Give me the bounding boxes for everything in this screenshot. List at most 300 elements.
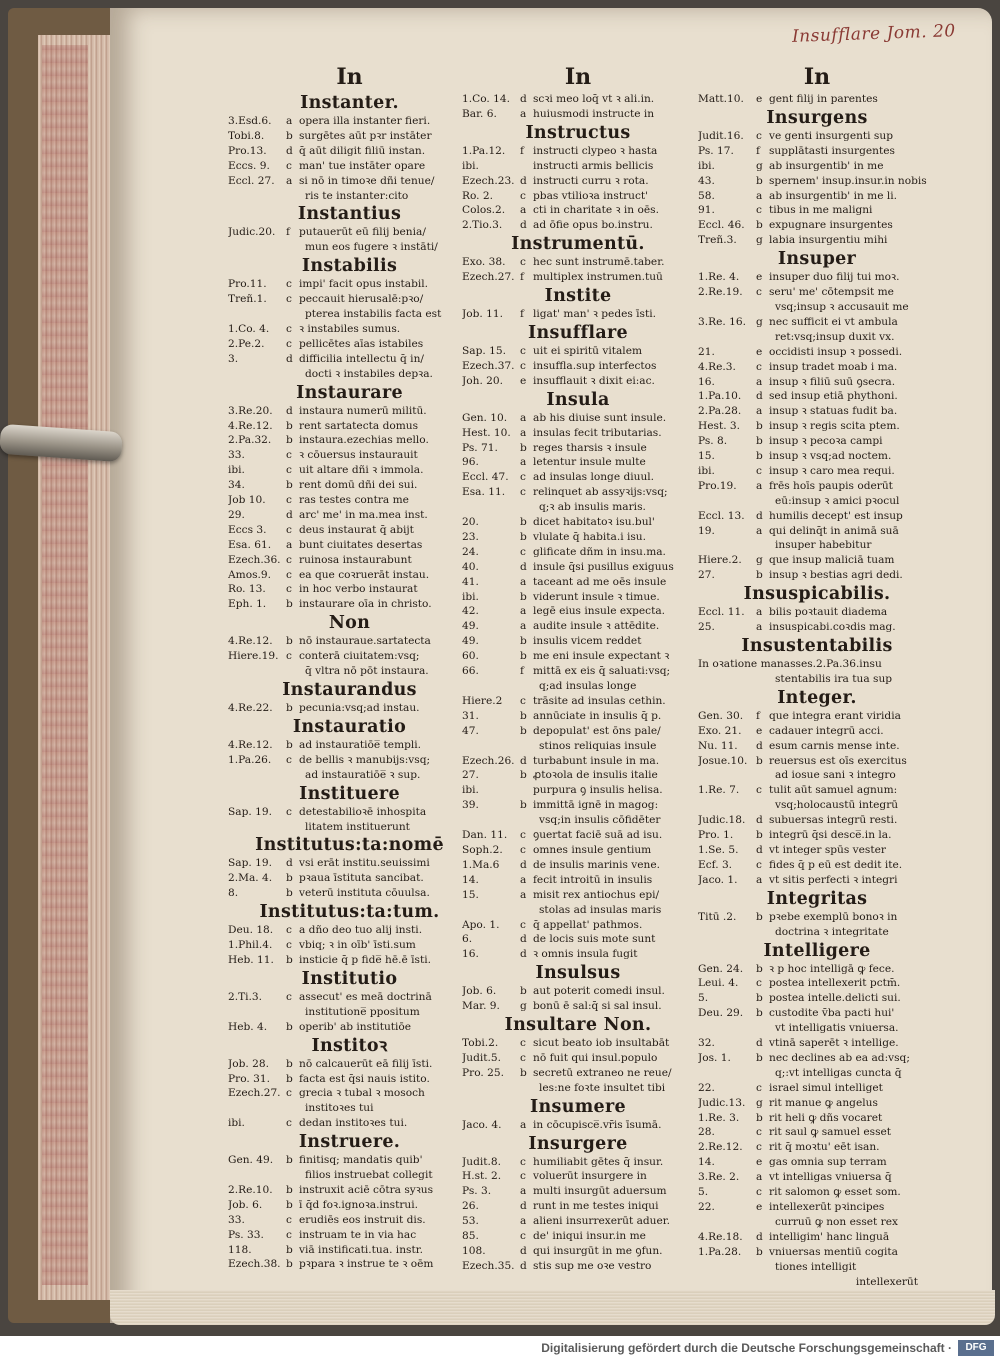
section-letter: a [520, 888, 527, 901]
entry-line [228, 523, 471, 538]
quotation: dicet habitatoꝛ isu.bul' [533, 516, 655, 529]
reference: Judic.20. [228, 226, 276, 239]
entry-line [462, 694, 694, 709]
entry-line [462, 1199, 694, 1214]
section-letter [286, 1005, 299, 1020]
entry-line [698, 174, 936, 189]
quotation: institutione̅ ppositum [305, 1005, 420, 1018]
reference [228, 307, 286, 322]
quotation: intellexerūt pꝛincipes [769, 1201, 885, 1213]
reference: 1.Re. 7. [698, 784, 740, 797]
section-letter: c [756, 858, 762, 871]
section-letter: b [286, 738, 293, 751]
entry-line [698, 449, 936, 464]
quotation: institoꝛes tui [305, 1102, 374, 1115]
reference [698, 330, 756, 345]
quotation: rit heli ꝙ dñs vocaret [769, 1111, 883, 1124]
continuation-line [462, 679, 694, 694]
quotation: gent filij in parentes [769, 93, 878, 105]
section-letter: c [286, 523, 292, 536]
section-letter: f [520, 665, 524, 678]
quotation: man' tue instāter opare [299, 159, 426, 172]
quotation: custodite v̄ba pacti hui' [769, 1007, 895, 1020]
quotation: huiusmodi instructe in [533, 107, 655, 120]
section-letter: a [520, 426, 527, 439]
section-letter: b [286, 887, 293, 900]
quotation: q̄ appellat' pathmos. [533, 918, 643, 931]
reference: 91. [698, 204, 715, 217]
headword: Integritas [766, 888, 868, 909]
entry-line [462, 159, 694, 174]
reference: Gen. 49. [228, 1154, 274, 1167]
entry-line [698, 873, 936, 888]
reference: Pro.11. [228, 278, 267, 291]
entry-line [228, 1116, 471, 1131]
quotation: tibus in me maligni [769, 204, 873, 217]
section-letter: d [756, 509, 763, 522]
reference: 5. [698, 1186, 709, 1199]
entry-line [228, 1228, 471, 1243]
section-letter: d [520, 219, 527, 232]
reference: 1.Phil.4. [228, 939, 273, 952]
reference: 39. [462, 799, 479, 812]
reference: Job. 28. [228, 1057, 269, 1070]
quotation: ab his diuise sunt insule. [533, 411, 667, 424]
reference: Judic.18. [698, 814, 746, 827]
quotation: curruū ꝙ non esset rex [775, 1215, 898, 1228]
continuation-line [698, 330, 936, 345]
reference: Sap. 19. [228, 805, 272, 818]
section-letter [756, 1021, 769, 1036]
quotation: humiliabit gētes q̄ insur. [533, 1155, 664, 1168]
continuation-line [462, 500, 694, 515]
reference [228, 768, 286, 783]
continuation-line [228, 1101, 471, 1116]
quotation: tiones intelligit [775, 1260, 857, 1273]
headword: Insuper [777, 249, 857, 270]
section-letter: a [520, 873, 527, 886]
section-letter: b [756, 1111, 763, 1124]
headword: Insustentabilis [741, 636, 893, 656]
section-letter: a [520, 575, 527, 588]
quotation: veterū instituta cōuulsa. [299, 887, 430, 900]
headword: Instrumentū. [511, 234, 645, 255]
section-letter: d [520, 560, 527, 573]
reference: 4.Re.12. [228, 738, 273, 751]
reference: 14. [462, 873, 479, 886]
reference: 21. [698, 345, 715, 358]
reference: Eccl. 13. [698, 509, 745, 522]
entry-line [462, 604, 694, 619]
reference: 1.Pa.12. [462, 144, 506, 157]
section-letter [756, 538, 769, 553]
entry-line [228, 856, 471, 871]
section-letter: c [286, 568, 292, 581]
reference: Esa. 61. [228, 538, 272, 551]
continuation-line [228, 1005, 471, 1020]
reference: Sap. 19. [228, 857, 272, 870]
reference: 23. [462, 530, 479, 543]
quotation: multiplex instrumen.tuū [533, 271, 663, 284]
quotation: taceant ad me oēs insule [533, 575, 667, 588]
headword: Institoꝛ [311, 1035, 388, 1056]
quotation: sed insup etiā phythoni. [769, 390, 898, 403]
reference: 1.Co. 4. [228, 322, 270, 335]
quotation: assecut' es meā doctrinā [299, 990, 432, 1003]
quotation: rit manue ꝙ angelus [769, 1096, 878, 1109]
reference: Ro. 13. [228, 583, 266, 596]
entry-line [462, 174, 694, 189]
entry-line [698, 375, 936, 390]
column-heading: In [803, 64, 831, 90]
quotation: humilis decept' est insup [769, 509, 903, 522]
section-letter: b [286, 1020, 293, 1033]
reference: Exo. 38. [462, 256, 506, 269]
headword: Instantius [297, 204, 402, 225]
section-letter: a [756, 375, 763, 388]
reference [698, 798, 756, 813]
reference: Bar. 6. [462, 107, 497, 120]
reference: Gen. 30. [698, 709, 744, 722]
entry-line [462, 92, 694, 107]
entry-line [698, 1185, 936, 1200]
section-letter: g [756, 159, 763, 172]
quotation: erudiēs eos instruit dis. [299, 1213, 426, 1226]
section-letter: d [520, 93, 527, 105]
section-letter: f [756, 144, 760, 157]
entry-line [698, 404, 936, 419]
quotation: fecit introitū in insulis [533, 873, 653, 886]
quotation: rent domū dñi dei sui. [299, 479, 418, 492]
section-letter: d [286, 144, 293, 157]
quotation: instruxit aciē cōtra syꝛus [299, 1183, 434, 1196]
entry-line [228, 159, 471, 174]
quotation: reuersus est oīs exercitus [769, 754, 907, 767]
entry-line [698, 189, 936, 204]
section-letter [756, 798, 769, 813]
section-letter: b [286, 434, 293, 447]
section-letter: g [520, 1000, 527, 1013]
reference: Jaco. 1. [698, 873, 738, 886]
reference: 28. [698, 1126, 715, 1139]
entry-line [228, 805, 471, 820]
reference [228, 664, 286, 679]
quotation: spernem' insup.insur.in nobis [769, 174, 927, 187]
section-letter [756, 1260, 769, 1275]
quotation: israel simul intelliget [769, 1081, 883, 1094]
quotation: insticie q̄ p fide̅ hē.ē īsti. [299, 953, 431, 966]
entry-line [462, 634, 694, 649]
continuation-line [698, 925, 936, 940]
reference: Gen. 24. [698, 962, 744, 975]
continuation-line [698, 1215, 936, 1230]
quotation: runt in me testes iniqui [533, 1200, 659, 1213]
quotation: peccauit hierusalē:pꝛo/ [299, 293, 424, 306]
entry-line [228, 738, 471, 753]
entry-line [228, 493, 471, 508]
entry-line [462, 107, 694, 122]
reference: Mar. 9. [462, 1000, 500, 1013]
quotation: subuersas integrū resti. [769, 814, 898, 827]
continuation-line [698, 1260, 936, 1275]
quotation: ab insurgentib' in me [769, 159, 884, 172]
entry-line [462, 843, 694, 858]
entry-line [698, 92, 936, 107]
entry-line [228, 463, 471, 478]
reference: 96. [462, 456, 479, 469]
quotation: viderunt insule ꝛ timue. [533, 590, 660, 603]
reference: Ezech.27. [462, 271, 515, 284]
section-letter: c [286, 337, 292, 350]
reference [698, 1260, 756, 1275]
quotation: vtinā saperēt ꝛ intellige. [769, 1037, 899, 1050]
section-letter [520, 813, 533, 828]
continuation-line [228, 820, 471, 835]
section-letter: b [520, 441, 527, 454]
reference [698, 768, 756, 783]
entry-line [698, 270, 936, 285]
entry-line [228, 953, 471, 968]
reference: Judit.5. [462, 1051, 501, 1064]
headword: Instaurare [296, 382, 403, 403]
section-letter: b [286, 479, 293, 492]
reference [462, 813, 520, 828]
section-letter: a [520, 1215, 527, 1228]
section-letter: b [756, 962, 763, 975]
reference: 2.Ma. 4. [228, 872, 273, 885]
section-letter: b [520, 530, 527, 543]
page-bottom-edges [110, 1290, 995, 1325]
section-letter: b [756, 174, 763, 187]
section-letter: c [286, 159, 292, 172]
quotation: misit rex antiochus epi/ [533, 888, 660, 901]
reference: Ecf. 3. [698, 858, 733, 871]
quotation: instructi armis bellicis [533, 159, 654, 172]
quotation: ligat' man' ꝛ pedes īsti. [533, 308, 657, 321]
section-letter [520, 739, 533, 754]
entry-line [698, 419, 936, 434]
entry-line [698, 233, 936, 248]
column-1 [228, 62, 471, 1272]
quotation: vniuersas mentiū cogita [769, 1245, 898, 1258]
reference [228, 367, 286, 382]
entry-line [698, 1096, 936, 1111]
reference: Ro. 2. [462, 189, 494, 202]
quotation: voluerūt insurgere in [533, 1170, 647, 1183]
reference: ibi. [462, 590, 479, 603]
section-letter: c [520, 1155, 526, 1168]
quotation: conterā ciuitatem:vsq; [299, 650, 420, 663]
entry-line [462, 932, 694, 947]
quotation: viā instificati.tua. instr. [299, 1243, 423, 1256]
digitization-footer [0, 1336, 1000, 1360]
column-2 [462, 62, 694, 1274]
section-letter: c [756, 1126, 762, 1139]
entry-line [228, 292, 471, 307]
section-letter: c [286, 1213, 292, 1226]
section-letter: b [520, 769, 527, 782]
quotation: mittā ex eis q̄ saluati:vsq; [533, 665, 671, 678]
quotation: insup ꝛ statuas fudit ba. [769, 405, 898, 418]
quotation: ꝛ p hoc intelligā ꝙ fece. [769, 962, 895, 975]
section-letter: b [286, 129, 293, 142]
quotation: ī q̄d foꝛ.ignoꝛa.instrui. [299, 1198, 418, 1211]
reference: Ezech.38. [228, 1258, 281, 1271]
entry-line [228, 1086, 471, 1101]
section-letter: c [286, 583, 292, 596]
entry-line [698, 605, 936, 620]
section-letter: e [756, 93, 763, 105]
reference: 49. [462, 635, 479, 648]
headword: Insufflare [528, 322, 628, 343]
quotation: stolas ad insulas maris [539, 903, 662, 916]
quotation: insuper habebitur [775, 539, 872, 552]
section-letter: d [520, 1245, 527, 1257]
section-letter: c [520, 359, 526, 372]
entry-line [462, 984, 694, 999]
column-lines [462, 92, 694, 1274]
entry-line [698, 345, 936, 360]
reference: 42. [462, 605, 479, 618]
section-letter: b [520, 516, 527, 529]
headword: Integer. [777, 687, 857, 708]
reference: Pro.19. [698, 479, 737, 492]
section-letter: b [756, 1245, 763, 1258]
reference: 24. [462, 545, 479, 558]
reference: 2.Pa.28. [698, 405, 742, 418]
section-letter: b [286, 635, 293, 648]
reference [698, 538, 756, 553]
entry-line [462, 709, 694, 724]
entry-line [462, 918, 694, 933]
section-letter [286, 240, 299, 255]
section-letter: c [520, 1037, 526, 1050]
quotation: expugnare insurgentes [769, 219, 893, 232]
reference: Eph. 1. [228, 598, 267, 611]
section-letter: b [286, 1198, 293, 1211]
reference: Eccl. 27. [228, 174, 275, 187]
entry-line [462, 1169, 694, 1184]
entry-line [462, 307, 694, 322]
section-letter: d [286, 404, 293, 417]
section-letter: c [756, 977, 762, 990]
section-letter: d [520, 1259, 527, 1272]
headword: Instauratio [292, 716, 407, 737]
reference: Job. 6. [462, 985, 497, 998]
quotation: surgētes aūt pꝛr instāter [299, 129, 432, 142]
quotation: ꝛ instabiles sumus. [299, 322, 401, 335]
quotation: stentabilis ira tua sup [775, 672, 893, 685]
quotation: instructi clypeo ꝛ hasta [533, 144, 658, 157]
reference [462, 739, 520, 754]
reference: Job. 6. [228, 1198, 263, 1211]
reference: 1.Se. 5. [698, 843, 739, 856]
reference: Soph.2. [462, 843, 503, 856]
reference: Tobi.8. [228, 129, 265, 142]
entry-line [698, 1111, 936, 1126]
quotation: nō calcauerūt eā filij īsti. [299, 1057, 433, 1070]
section-letter [520, 159, 533, 174]
reference: 41. [462, 575, 479, 588]
section-letter: g [756, 1096, 763, 1109]
entry-line [698, 389, 936, 404]
entry-line [228, 553, 471, 568]
quotation: cadauer integrū acci. [769, 724, 884, 737]
reference: Ps. 71. [462, 441, 498, 454]
quotation: insulas fecit tributarias. [533, 426, 662, 439]
reference: Ezech.26. [462, 754, 515, 767]
quotation: frēs hoīs paupis oderūt [769, 479, 893, 492]
quotation: uit ei spiritū vitalem [533, 344, 643, 357]
quotation: rit salomon ꝙ esset som. [769, 1186, 901, 1199]
quotation: opera illa instanter fieri. [299, 115, 431, 127]
quotation: q;:vt intelligas cuncta q̄ [775, 1066, 902, 1079]
section-letter: c [286, 753, 292, 766]
quotation: facta est q̄si nauis istito. [299, 1072, 430, 1085]
section-letter: c [286, 322, 292, 335]
reference: 3.Re. 16. [698, 315, 746, 328]
quotation: doctrina ꝛ integritate [775, 925, 889, 938]
section-letter: a [520, 1118, 527, 1131]
section-letter: b [520, 590, 527, 603]
reference: 2.Re.12. [698, 1141, 743, 1154]
entry-line [698, 1081, 936, 1096]
reference: 1.Pa.28. [698, 1245, 742, 1258]
quotation: insup ꝛ filiū suū ꝯsecra. [769, 375, 896, 388]
reference: Gen. 10. [462, 411, 508, 424]
quotation: de' iniqui insur.in me [533, 1230, 646, 1243]
entry-line [228, 634, 471, 649]
entry-line [698, 553, 936, 568]
entry-line [228, 1213, 471, 1228]
headword: Instaurandus [282, 680, 417, 700]
reference: Ps. 8. [698, 435, 728, 448]
section-letter: c [520, 486, 526, 499]
quotation: litatem instituerunt [305, 820, 410, 833]
entry-line [228, 419, 471, 434]
section-letter [756, 1215, 769, 1230]
reference: Ezech.37. [462, 359, 515, 372]
reference: 1.Re. 4. [698, 271, 740, 284]
section-letter [286, 1168, 299, 1183]
section-letter: a [286, 538, 293, 551]
section-letter: d [286, 857, 293, 870]
section-letter: a [756, 873, 763, 886]
section-letter: d [756, 1230, 763, 1243]
column-lines [228, 92, 471, 1272]
reference: Judit.8. [462, 1155, 501, 1168]
continuation-line [228, 367, 471, 382]
quotation: instructi curru ꝛ rota. [533, 174, 649, 187]
quotation: supplātasti insurgentes [769, 144, 895, 157]
section-letter: b [756, 219, 763, 232]
reference: 1.Co. 14. [462, 93, 510, 105]
quotation: insuper duo filij tui moꝛ. [769, 271, 900, 284]
quotation: ruinosa instaurabunt [299, 553, 412, 566]
entry-line [698, 568, 936, 583]
entry-line [462, 724, 694, 739]
column-3 [698, 62, 936, 1289]
section-letter: c [286, 278, 292, 291]
entry-line [228, 649, 471, 664]
quotation: ea que coꝛruerāt instau. [299, 568, 430, 581]
quotation: pellicētes aīas istabiles [299, 337, 424, 350]
section-letter: a [756, 479, 763, 492]
quotation: vsq;insup ꝛ accusauit me [775, 300, 909, 313]
entry-line [462, 1184, 694, 1199]
entry-line [698, 976, 936, 991]
entry-line [228, 990, 471, 1005]
